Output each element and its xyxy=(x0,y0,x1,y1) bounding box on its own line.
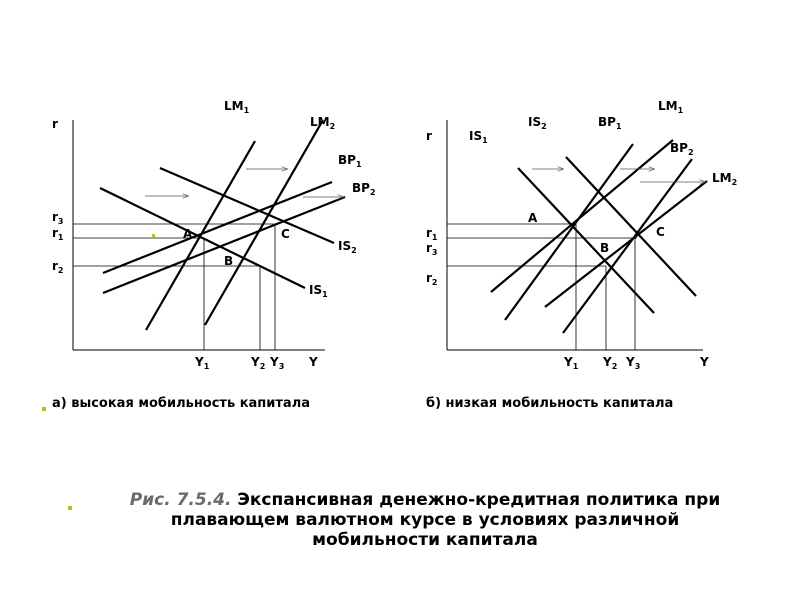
panel-a-curve-label: $BP_1$ xyxy=(338,153,362,169)
bullet-icon xyxy=(68,506,72,510)
panel-b-curve-label: $LM_1$ xyxy=(658,99,684,115)
panel-a-y-axis-label: Y xyxy=(309,355,318,369)
panel-a-y-tick: $Y_1$ xyxy=(195,355,210,371)
panel-a-y-tick: $Y_2$ xyxy=(251,355,266,371)
panel-a-bullet-dot xyxy=(152,234,155,237)
panel-b-y-tick: $Y_1$ xyxy=(564,355,579,371)
panel-b-bp2-line xyxy=(563,159,692,333)
panel-a-r-tick: $r_2$ xyxy=(52,259,64,275)
panel-a-bp2-line xyxy=(103,197,345,293)
panel-a-curve-label: $LM_1$ xyxy=(224,99,250,115)
panel-a-caption: а) высокая мобильность капитала xyxy=(52,396,311,411)
panel-a-y-tick: $Y_3$ xyxy=(270,355,285,371)
panel-b-curve-label: $BP_1$ xyxy=(598,115,622,131)
panel-b-point-label: B xyxy=(600,241,610,255)
panel-a-point-label: A xyxy=(183,227,193,241)
panel-b-y-tick: $Y_2$ xyxy=(603,355,618,371)
panel-b-is1-line xyxy=(518,168,654,313)
panel-a-lm2-line xyxy=(205,120,323,325)
panel-a-curve-label: $IS_1$ xyxy=(309,283,328,299)
panel-b-caption: б) низкая мобильность капитала xyxy=(426,396,674,411)
panel-a-r-tick: $r_3$ xyxy=(52,210,64,226)
panel-a-point-label: C xyxy=(281,227,290,241)
panel-b-lm2-line xyxy=(545,181,707,307)
panel-b-point-label: A xyxy=(528,211,538,225)
panel-b-point-label: C xyxy=(656,225,665,239)
panel-b-curve-label: $LM_2$ xyxy=(712,171,738,187)
panel-b-r-tick: $r_1$ xyxy=(426,226,438,242)
panel-b-curve-label: $IS_2$ xyxy=(528,115,547,131)
figure-caption-text: Экспансивная денежно-кредитная политика при плавающем валютном курсе в условиях различной мобильности капитала xyxy=(170,490,721,550)
panel-a-point-label: B xyxy=(224,254,234,268)
panel-a-r-tick: $r_1$ xyxy=(52,226,64,242)
panel-b-y-tick: $Y_3$ xyxy=(626,355,641,371)
figure-caption xyxy=(120,490,730,550)
panel-a-curve-label: $LM_2$ xyxy=(310,115,336,131)
panel-a xyxy=(73,120,345,350)
panel-a-labels xyxy=(52,99,376,371)
bullet-icon xyxy=(42,407,46,411)
panel-b-y-axis-label: Y xyxy=(700,355,709,369)
panel-a-r-axis-label: r xyxy=(52,117,58,131)
panel-b-lm1-line xyxy=(491,140,673,292)
panel-a-curve-label: $IS_2$ xyxy=(338,239,357,255)
figure-number: Рис. 7.5.4. xyxy=(129,490,232,510)
panel-b-r-tick: $r_2$ xyxy=(426,271,438,287)
panel-a-curve-label: $BP_2$ xyxy=(352,181,376,197)
panel-b-curve-label: $BP_2$ xyxy=(670,141,694,157)
panel-b-curve-label: $IS_1$ xyxy=(469,129,488,145)
panel-b-bp1-line xyxy=(505,144,633,320)
panel-b-r-tick: $r_3$ xyxy=(426,241,438,257)
panel-b-r-axis-label: r xyxy=(426,129,432,143)
panel-a-guides xyxy=(73,224,275,350)
panel-b xyxy=(447,120,707,350)
